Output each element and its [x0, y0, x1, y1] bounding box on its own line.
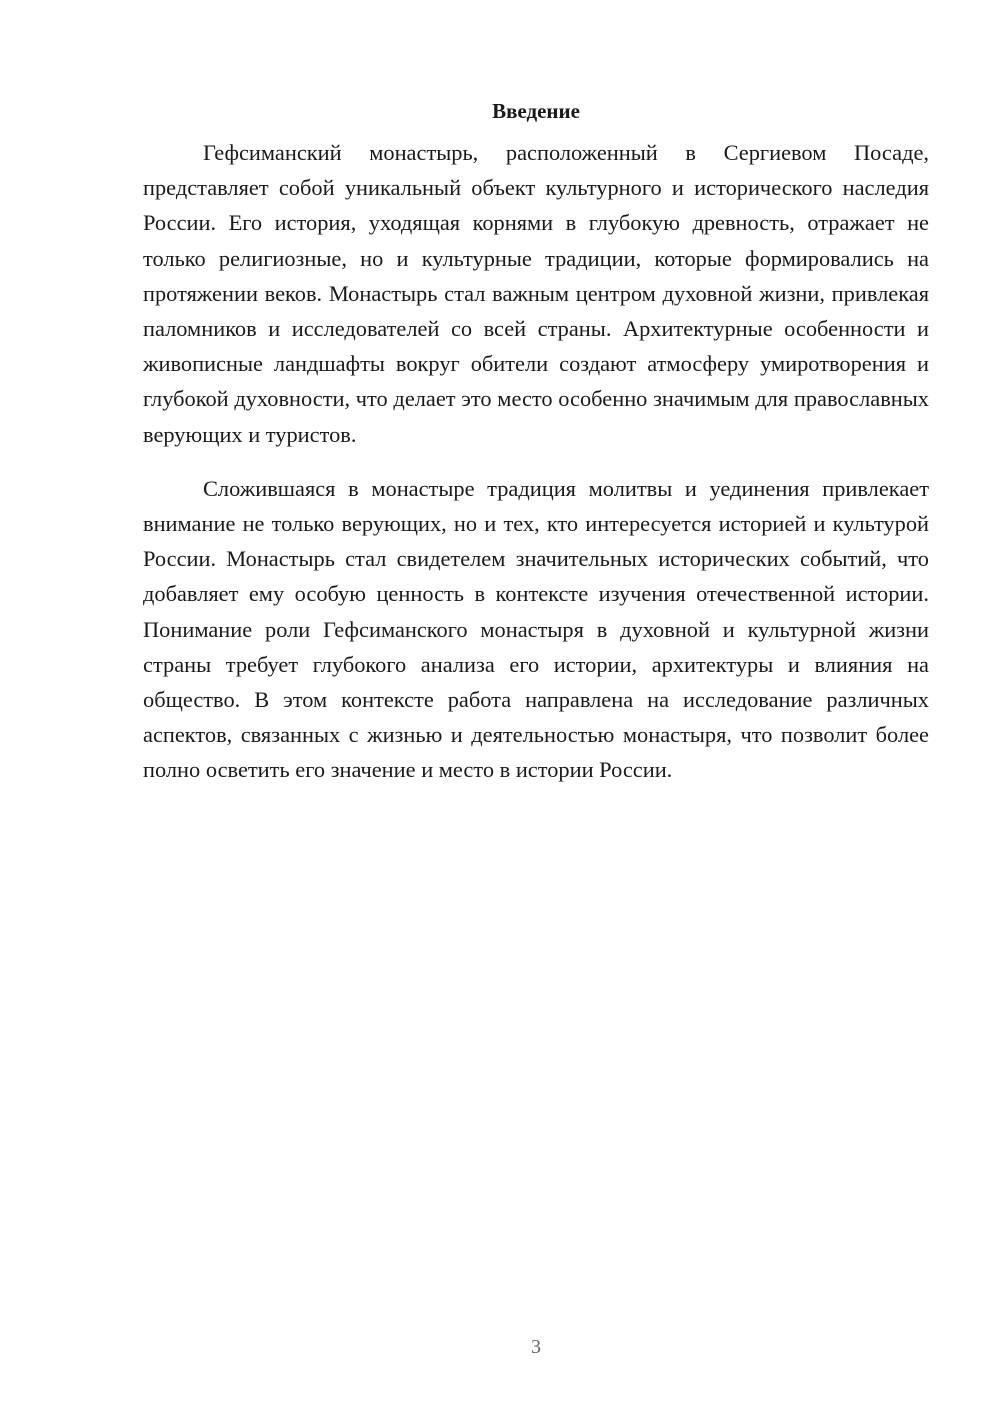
page-content: [143, 96, 929, 788]
page-number: 3: [531, 1336, 541, 1358]
section-heading: Введение: [492, 99, 580, 123]
paragraph-2: Сложившаяся в монастыре традиция молитвы и уединения привлекает внимание не только верующих, но и тех, кто интересуется историей и культурой России. Монастырь стал свидетелем значительных исторических событий, что добавляет ему особую ценность в контексте изучения отечественной истории. Понимание роли Гефсиманского монастыря в духовной и культурной жизни страны требует глубокого анализа его истории, архитектуры и влияния на общество. В этом контексте работа направлена на исследование различных аспектов, связанных с жизнью и деятельностью монастыря, что позволит более полно осветить его значение и место в истории России.: [143, 475, 929, 783]
paragraph-1: Гефсиманский монастырь, расположенный в Сергиевом Посаде, представляет собой уникальный объект культурного и исторического наследия России. Его история, уходящая корнями в глубокую древность, отражает не только религиозные, но и культурные традиции, которые формировались на протяжении веков. Монастырь стал важным центром духовной жизни, привлекая паломников и исследователей со всей страны. Архитектурные особенности и живописные ландшафты вокруг обители создают атмосферу умиротворения и глубокой духовности, что делает это место особенно значимым для православных верующих и туристов.: [143, 140, 929, 447]
